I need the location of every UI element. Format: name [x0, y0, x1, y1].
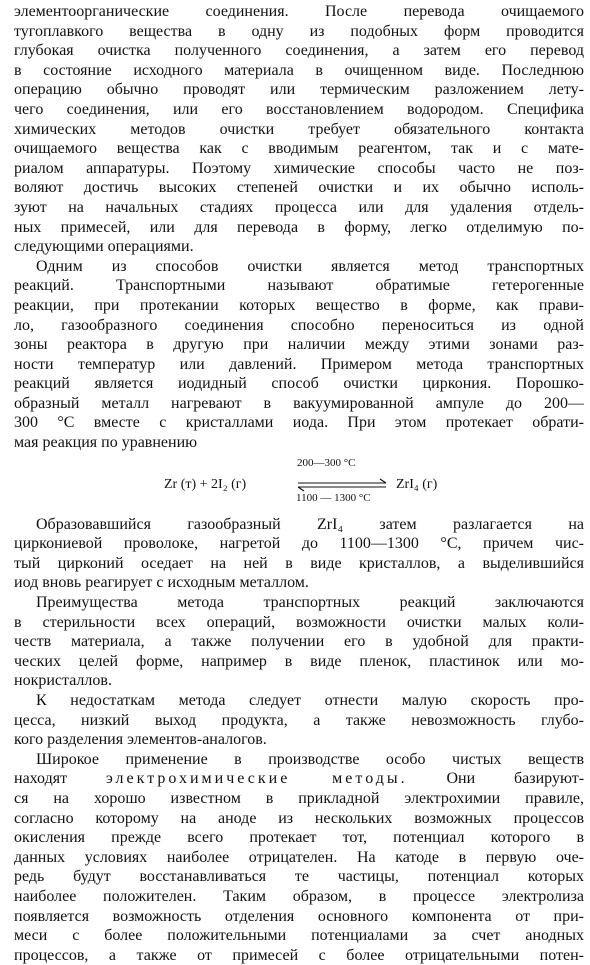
paragraph-1: [14, 2, 584, 257]
text-line: образный металл нагревают в вакуумированной ампуле до 200—: [14, 394, 584, 412]
text-line: ся на хорошо известном в прикладной электрохимии правиле,: [14, 789, 584, 807]
text-line: риалом аппаратуры. Поэтому химические способы часто не поз-: [14, 159, 584, 177]
equation-condition-forward: 200—300 °C: [297, 456, 356, 469]
text-line: иод вновь реагирует с исходным металлом.: [14, 574, 309, 592]
text-line: нокристаллов.: [14, 672, 112, 690]
text-line: мая реакция по уравнению: [14, 434, 198, 452]
text-line: Одним из способов очистки является метод транспортных: [36, 257, 584, 275]
text-line: очищаемого вещества как с вводимым реагентом, так и с мате-: [14, 140, 584, 158]
text-line: честв материала, а также получении его в удобной для практи-: [14, 633, 584, 651]
text-line: кого разделения элементов-аналогов.: [14, 731, 267, 749]
text-line: данных условиях наиболее отрицателен. На катоде в первую оче-: [14, 848, 584, 866]
text-fragment: Они базируют-: [446, 770, 584, 788]
text-line: К недостаткам метода следует отнести малую скорость про-: [36, 692, 584, 709]
paragraph-2: [14, 257, 584, 453]
paragraph-6: [14, 750, 584, 965]
text-line: химических методов очистки требует обязательного контакта: [14, 120, 584, 138]
text-line: реакций. Транспортными называют обратимые гетерогенные: [14, 277, 584, 295]
text-line: меси с более положительными потенциалами за счет анодных: [14, 927, 584, 945]
text-fragment: находят: [14, 770, 68, 788]
text-line-emphasis: [14, 769, 584, 789]
text-line: воляют достичь высоких степеней очистки и их обычно исполь-: [14, 179, 584, 197]
text-line: редь будут восстанавливаться те частицы, потенциал которых: [14, 868, 584, 886]
text-line: Преимущества метода транспортных реакций заключаются: [36, 594, 584, 612]
paragraph-5: [14, 691, 584, 750]
chemical-equation: [14, 455, 584, 513]
text-line: циркониевой проволоке, нагретой до 1100—1300 °C, причем чис-: [14, 535, 584, 553]
text-line: зуют на начальных стадиях процесса или для удаления отдель-: [14, 198, 584, 216]
text-line: ных примесей, или для перевода в форму, легко отделимую по-: [14, 218, 584, 236]
text-line: тугоплавкого вещества в одну из подобных форм проводится: [14, 22, 584, 40]
text-line: следующими операциями.: [14, 238, 194, 256]
text-line: операцию обычно проводят или термическим разложением лету-: [14, 81, 584, 99]
text-line: Образовавшийся газообразный ZrI₄ затем разлагается на: [36, 515, 584, 533]
text-line: глубокая очистка полученного соединения, а затем его перевод: [14, 42, 584, 60]
text-line: Широкое применение в производстве особо чистых веществ: [36, 750, 584, 768]
text-line: цесса, низкий выход продукта, а также невозможность глубо-: [14, 711, 584, 729]
equation-condition-reverse: 1100 — 1300 °C: [296, 491, 371, 504]
equation-products: ZrI₄ (г): [396, 476, 438, 492]
equation-reactants: Zr (т) + 2I₂ (г): [164, 476, 247, 492]
text-line: ности температур или давлений. Примером метода транспортных: [14, 355, 584, 373]
text-line: появляется возможность отделения основного компонента от при-: [14, 907, 584, 925]
text-line: реакций является иодидный способ очистки циркония. Порошко-: [14, 375, 584, 393]
text-line: наиболее положителен. Таким образом, в процессе электролиза: [14, 887, 584, 905]
text-line: реакции, при протекании которых вещество в форме, как прави-: [14, 296, 584, 314]
text-line: окисления прежде всего протекает тот, потенциал которого в: [14, 829, 584, 847]
text-line: элементоорганические соединения. После перевода очищаемого: [14, 3, 584, 20]
equilibrium-arrow-icon: [294, 477, 390, 493]
text-line: ческих целей форме, например в виде пленок, пластинок или мо-: [14, 652, 584, 670]
text-line: процессов, а также от примесей с более отрицательными потен-: [14, 946, 584, 964]
text-line: в стерильности всех операций, возможности очистки малых коли-: [14, 613, 584, 631]
text-line: 300 °C вместе с кристаллами иода. При этом протекает обрати-: [14, 414, 584, 432]
paragraph-4: [14, 593, 584, 691]
text-line: ло, газообразного соединения способно переноситься из одной: [14, 316, 584, 334]
text-line: в состояние исходного материала в очищенном виде. Последнюю: [14, 61, 584, 79]
text-line: согласно которому на аноде из нескольких возможных процессов: [14, 809, 584, 827]
text-line: зоны реактора в другую при наличии между этими зонами раз-: [14, 336, 584, 354]
text-line: тый цирконий оседает на ней в виде кристаллов, а выделившийся: [14, 554, 584, 572]
paragraph-3: [14, 515, 584, 593]
text-line: чего соединения, или его восстановлением водородом. Специфика: [14, 100, 584, 118]
emphasized-term: электрохимические методы.: [105, 770, 408, 788]
